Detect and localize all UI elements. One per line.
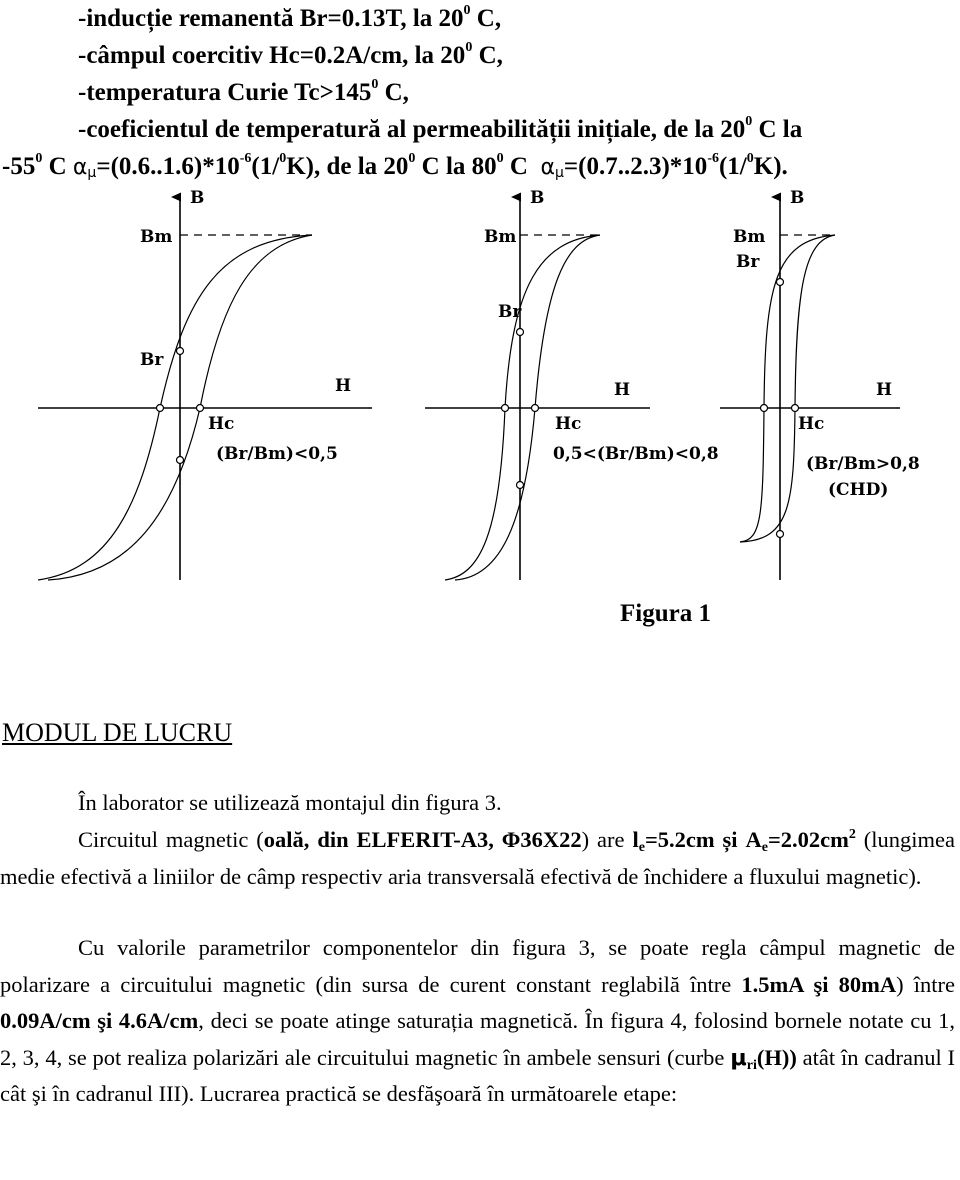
bm-label: Bm bbox=[733, 227, 766, 247]
paragraph-3: Cu valorile parametrilor componentelor din figura 3, se poate regla câmpul magnetic de polarizare a circuitului magnetic (din sursa de curent constant reglabilă între 1.5mA şi 80mA) între 0.09A/cm şi 4.6A/cm, deci se poate atinge saturația magnetică. În figura 4, folosind bornele notate cu 1, 2, 3, 4, se pot realiza polarizări ale circuitului magnetic în ambele sensuri (curbe $\mu_{ri}(H)$) atât în cadranul I cât şi în cadranul III). Lucrarea practică se desfăşoară în următoarele etape: bbox=[0, 935, 956, 1106]
section-heading: MODUL DE LUCRU bbox=[2, 718, 233, 747]
condition-1: (Br/Bm)<0,5 bbox=[216, 444, 338, 464]
axis-b-label: B bbox=[190, 188, 205, 208]
axis-b-label: B bbox=[530, 188, 545, 208]
paragraph-1: În laborator se utilizează montajul din figura 3. bbox=[78, 790, 502, 815]
alpha-symbol: α bbox=[540, 155, 555, 180]
hc-point-neg bbox=[502, 405, 509, 412]
hc-point-neg bbox=[157, 405, 164, 412]
br-point-neg bbox=[517, 482, 524, 489]
hc-label: Hc bbox=[208, 414, 235, 434]
br-label: Br bbox=[140, 350, 164, 370]
bm-label: Bm bbox=[140, 227, 173, 247]
figure-caption: Figura 1 bbox=[620, 600, 711, 627]
loop-lower-branch bbox=[740, 235, 835, 542]
condition-3: (Br/Bm>0,8 bbox=[806, 454, 920, 474]
hc-label: Hc bbox=[798, 414, 825, 434]
hysteresis-figure bbox=[0, 185, 960, 585]
loop-1 bbox=[38, 188, 372, 580]
br-point bbox=[177, 348, 184, 355]
axis-h-label: H bbox=[614, 380, 631, 400]
temperature-coefficient-line: -coeficientul de temperatură al permeabilității inițiale, de la $20^0$ C la bbox=[78, 114, 803, 143]
paragraph-2: Circuitul magnetic (oală, din ELFERIT-A3, Φ36X22) are $l_e=5.2cm$ și $A_e=2.02cm^2$ (lungimea medie efectivă a liniilor de câmp respectiv aria transversală efectivă de închidere a fluxului magnetic). bbox=[0, 827, 956, 889]
hc-point-neg bbox=[761, 405, 768, 412]
condition-3-chd: (CHD) bbox=[828, 480, 889, 500]
temperature-coefficient-values-line: $-55^0$ C $\alpha\mu=(0.6..1.6)*10^{-6}(1/^0K)$, de la $20^0$ C la $80^0$ C $\alpha\mu=(0.7..2.3)*10^{-6}(1/^0K)$. bbox=[2, 151, 788, 181]
coercive-field-line: -câmpul coercitiv Hc=0.2A/cm, la $20^0$ C, bbox=[78, 40, 503, 69]
br-label: Br bbox=[736, 252, 760, 272]
br-point bbox=[517, 329, 524, 336]
axis-b-label: B bbox=[790, 188, 805, 208]
br-point bbox=[777, 279, 784, 286]
hysteresis-loops-svg bbox=[0, 185, 960, 585]
hc-point-pos bbox=[532, 405, 539, 412]
condition-2: 0,5<(Br/Bm)<0,8 bbox=[553, 444, 719, 464]
hc-point-pos bbox=[197, 405, 204, 412]
alpha-symbol: α bbox=[72, 155, 88, 180]
br-label: Br bbox=[498, 302, 522, 322]
loop-3 bbox=[720, 188, 920, 580]
br-point-neg bbox=[777, 531, 784, 538]
curie-temperature-line: -temperatura Curie $Tc>145^0$ C, bbox=[78, 77, 409, 106]
br-point-neg bbox=[177, 457, 184, 464]
hc-point-pos bbox=[792, 405, 799, 412]
axis-h-label: H bbox=[876, 380, 893, 400]
loop-2 bbox=[425, 188, 719, 580]
remanent-induction-line: -inducție remanentă Br=0.13T, la $20^0$ C, bbox=[78, 3, 502, 32]
axis-h-label: H bbox=[335, 376, 352, 396]
loop-upper-branch bbox=[740, 235, 835, 542]
hc-label: Hc bbox=[555, 414, 582, 434]
bm-label: Bm bbox=[484, 227, 517, 247]
